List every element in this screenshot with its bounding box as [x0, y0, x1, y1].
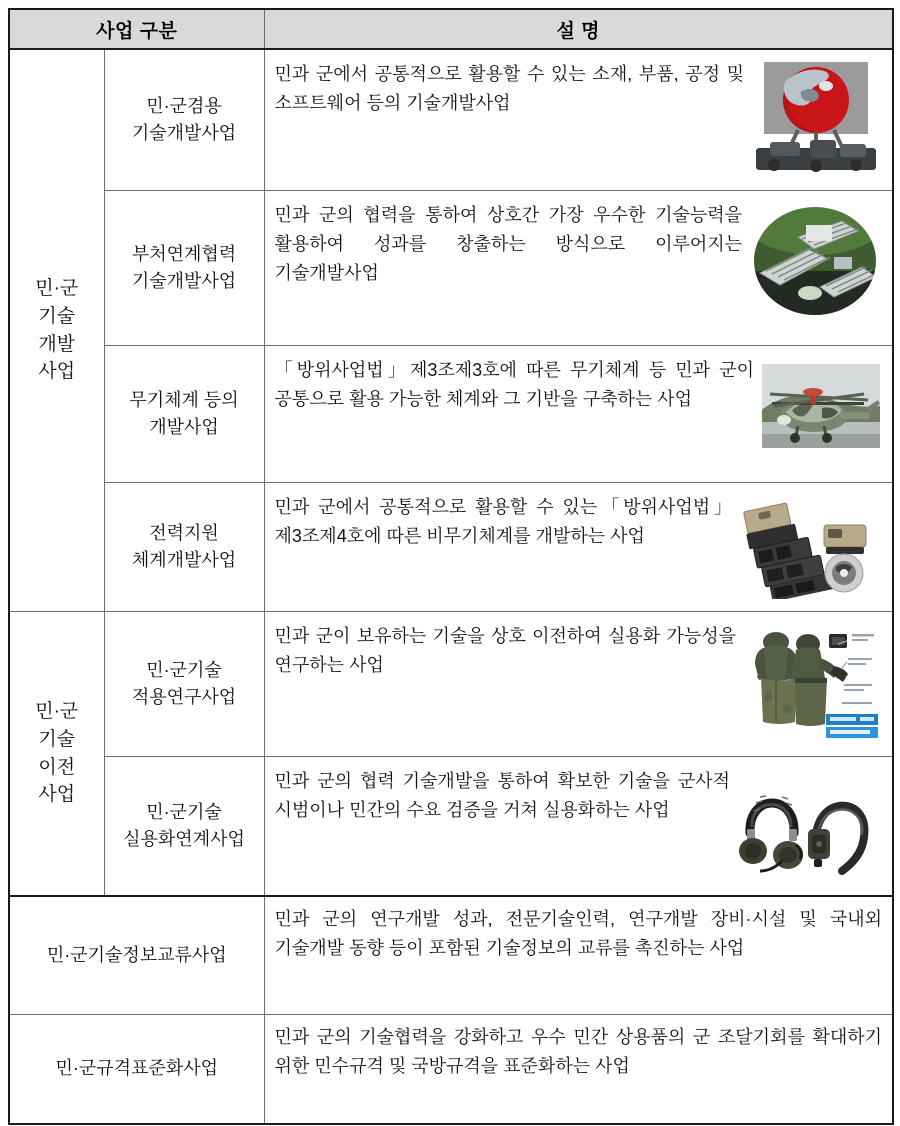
military-helicopter-photo	[762, 364, 880, 448]
subcategory-cell-dual-use	[104, 49, 264, 191]
description-cell-force-support	[264, 483, 893, 612]
category-cell-transfer	[9, 612, 104, 897]
category-line: 개발	[38, 333, 76, 355]
description-text: 민과 군의 기술협력을 강화하고 우수 민간 상용품의 군 조달기회를 확대하기 위한 민수규격 및 국방규격을 표준화하는 사업	[274, 1026, 883, 1076]
subcategory-line: 민·군기술	[146, 802, 222, 822]
subcategory-cell-interagency	[104, 191, 264, 346]
subcategory-line: 개발사업	[149, 417, 219, 437]
category-cell-rnd	[9, 49, 104, 612]
category-line: 기술	[38, 728, 76, 750]
header-description: 설 명	[264, 9, 893, 49]
subcategory-line: 전력지원	[149, 523, 219, 543]
category-line: 이전	[38, 756, 76, 778]
subcategory-line: 민·군기술	[146, 660, 222, 680]
description-cell-dual-use	[264, 49, 893, 191]
category-line: 민·군	[35, 278, 79, 300]
category-line: 기술	[38, 305, 76, 327]
category-cell-info-exchange: 민·군기술정보교류사업	[9, 896, 264, 1014]
description-text: 민과 군의 연구개발 성과, 전문기술인력, 연구개발 장비·시설 및 국내외 기술개발 동향 등이 포함된 기술정보의 교류를 촉진하는 사업	[274, 909, 883, 959]
table-row	[9, 757, 893, 897]
table-row	[9, 49, 893, 191]
subcategory-cell-force-support	[104, 483, 264, 612]
subcategory-cell-weapon-system	[104, 346, 264, 483]
category-line: 민·군	[35, 701, 79, 723]
description-cell-weapon-system	[264, 346, 893, 483]
foldable-solar-panel-photo	[740, 495, 880, 599]
table-row	[9, 612, 893, 757]
description-cell-standardization	[264, 1014, 893, 1124]
red-spherical-sensor-photo	[752, 60, 880, 178]
description-cell-interagency	[264, 191, 893, 346]
subcategory-line: 기술개발사업	[131, 123, 237, 143]
description-text: 민과 군이 보유하는 기술을 상호 이전하여 실용화 가능성을 연구하는 사업	[274, 626, 737, 676]
subcategory-cell-commercialization	[104, 757, 264, 897]
subcategory-cell-applied-research	[104, 612, 264, 757]
description-cell-commercialization	[264, 757, 893, 897]
table-row	[9, 346, 893, 483]
description-text: 민과 군의 협력을 통하여 상호간 가장 우수한 기술능력을 활용하여 성과를 창출하는 방식으로 이루어지는 기술개발사업	[274, 205, 743, 284]
document-page	[0, 8, 900, 1126]
table-row	[9, 191, 893, 346]
subcategory-line: 적용연구사업	[131, 687, 237, 707]
business-classification-table	[8, 8, 894, 1125]
subcategory-line: 실용화연계사업	[123, 829, 245, 849]
header-category: 사업 구분	[9, 9, 264, 49]
category-line: 사업	[38, 784, 76, 806]
description-text: 「방위사업법」제3조제3호에 따른 무기체계 등 민과 군이 공통으로 활용 가능한 체계와 그 기반을 구축하는 사업	[274, 360, 755, 410]
description-text: 민과 군의 협력 기술개발을 통하여 확보한 기술을 군사적 시범이나 민간의 수요 검증을 거쳐 실용화하는 사업	[274, 771, 731, 821]
subcategory-line: 부처연계협력	[131, 244, 237, 264]
table-row	[9, 1014, 893, 1124]
subcategory-line: 무기체계 등의	[129, 390, 239, 410]
table-header	[9, 9, 893, 49]
table-body	[9, 49, 893, 1124]
subcategory-line: 민·군겸용	[146, 96, 222, 116]
table-row	[9, 896, 893, 1014]
description-text: 민과 군에서 공통적으로 활용할 수 있는 소재, 부품, 공정 및 소프트웨어 등의 기술개발사업	[274, 64, 745, 114]
tactical-headset-photo	[738, 771, 880, 883]
industrial-facility-photo	[750, 201, 880, 321]
description-text: 민과 군에서 공통적으로 활용할 수 있는「방위사업법」제3조제4호에 따른 비무기체계를 개발하는 사업	[274, 497, 733, 547]
description-cell-info-exchange	[264, 896, 893, 1014]
category-cell-standardization: 민·군규격표준화사업	[9, 1014, 264, 1124]
subcategory-line: 체계개발사업	[131, 550, 237, 570]
military-uniform-diagram-photo	[744, 622, 880, 744]
description-cell-applied-research	[264, 612, 893, 757]
table-row	[9, 483, 893, 612]
subcategory-line: 기술개발사업	[131, 271, 237, 291]
category-line: 사업	[38, 361, 76, 383]
header-row	[9, 9, 893, 49]
